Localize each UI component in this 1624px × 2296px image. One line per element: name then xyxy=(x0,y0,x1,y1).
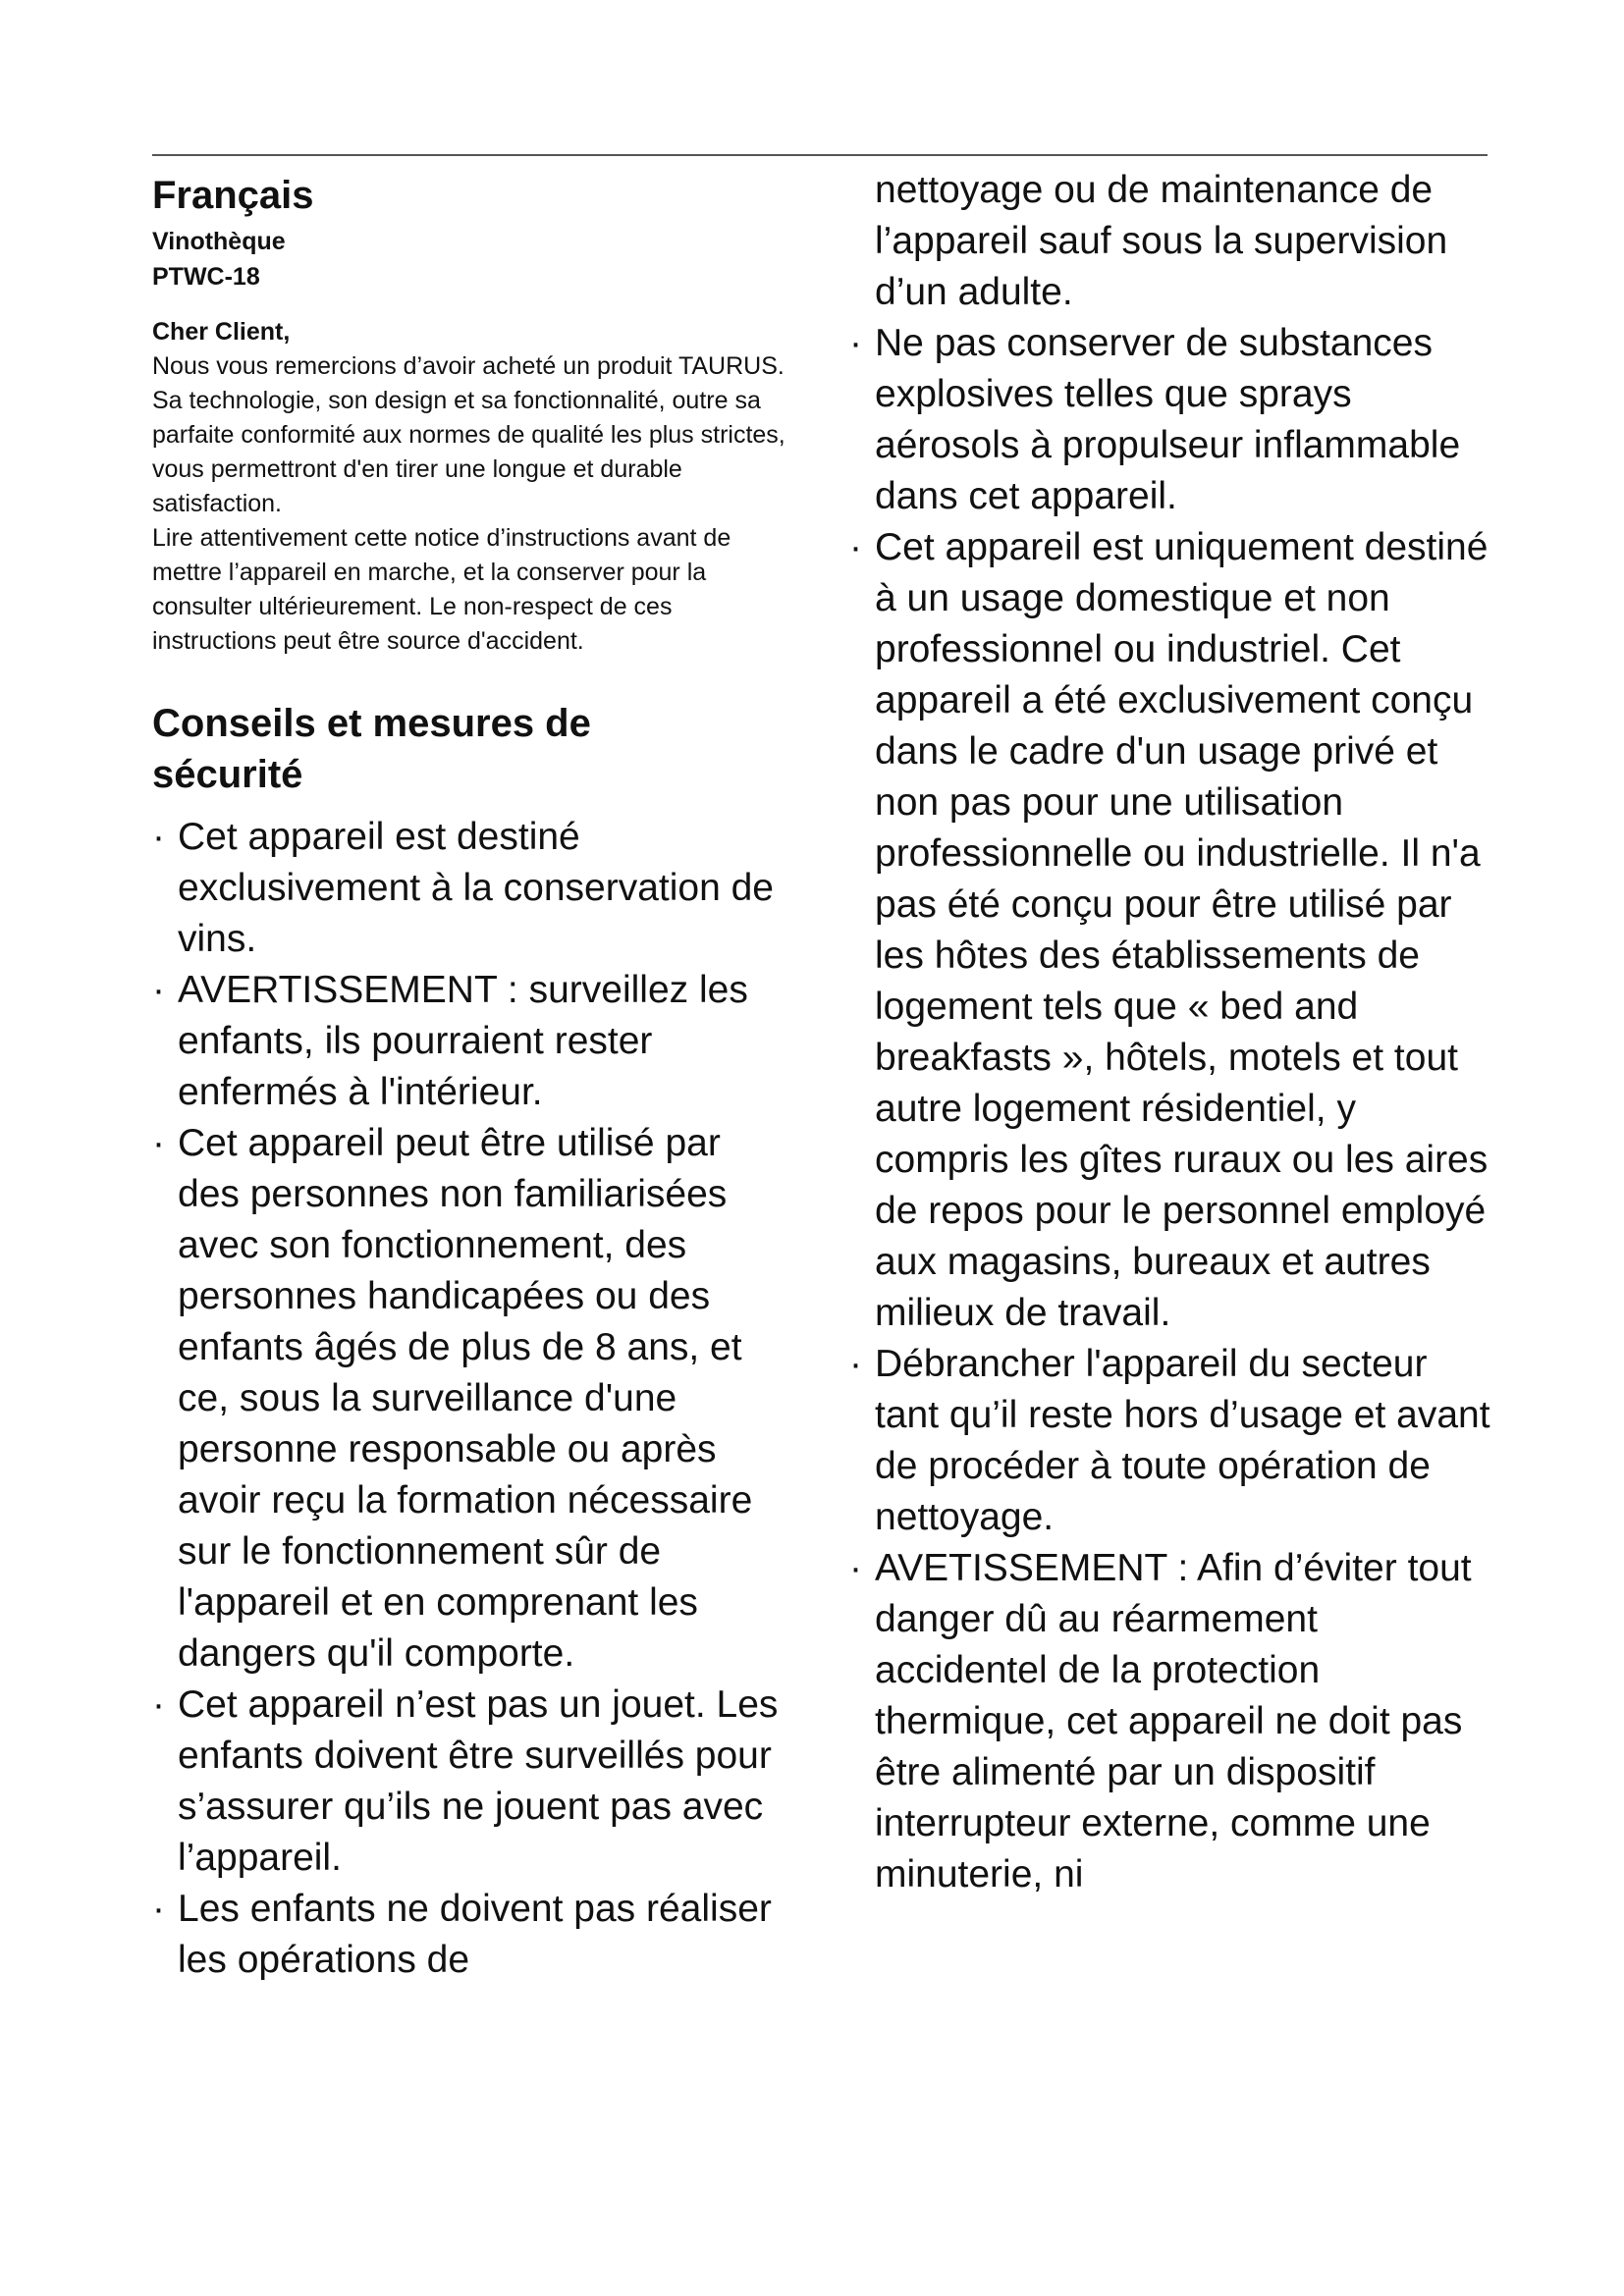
safety-item: · Cet appareil est uniquement destiné à un usage domestique et non professionnel ou industriel. Cet appareil a été exclusivement conçu dans le cadre d'un usage privé et non pas pour une utilisation professionnelle ou industrielle. Il n'a pas été conçu pour être utilisé par les hôtes des établissements de logement tels que « bed and breakfasts », hôtels, motels et tout autre logement résidentiel, y compris les gîtes ruraux ou les aires de repos pour le personnel employé aux magasins, bureaux et autres milieux de travail. xyxy=(849,522,1492,1339)
section-title: Conseils et mesures de sécurité xyxy=(152,702,591,796)
safety-item: · Ne pas conserver de substances explosives telles que sprays aérosols à propulseur inflammable dans cet appareil. xyxy=(849,318,1492,522)
header-rule xyxy=(152,154,1488,156)
safety-list-left xyxy=(152,812,790,1986)
model-number: PTWC-18 xyxy=(152,263,260,291)
safety-item: · AVETISSEMENT : Afin d’éviter tout danger dû au réarmement accidentel de la protection thermique, cet appareil ne doit pas être alimenté par un dispositif interrupteur externe, comme une minuterie, ni xyxy=(849,1543,1492,1900)
safety-list-right xyxy=(849,318,1492,1900)
safety-item: · Les enfants ne doivent pas réaliser les opérations de xyxy=(152,1884,790,1986)
intro-paragraph: Lire attentivement cette notice d’instructions avant de mettre l’appareil en marche, et la conserver pour la consulter ultérieurement. Le non-respect de ces instructions peut être source d'accident. xyxy=(152,524,731,655)
safety-item: · Débrancher l'appareil du secteur tant qu’il reste hors d’usage et avant de procéder à toute opération de nettoyage. xyxy=(849,1339,1492,1543)
right-column xyxy=(849,165,1492,1900)
safety-item-continuation: nettoyage ou de maintenance de l’appareil sauf sous la supervision d’un adulte. xyxy=(875,169,1448,313)
intro-paragraph: Nous vous remercions d’avoir acheté un produit TAURUS. xyxy=(152,352,785,380)
safety-item: · Cet appareil est destiné exclusivement à la conservation de vins. xyxy=(152,812,790,965)
safety-item: · AVERTISSEMENT : surveillez les enfants, ils pourraient rester enfermés à l'intérieur. xyxy=(152,965,790,1118)
left-column xyxy=(152,165,790,1986)
safety-item: · Cet appareil peut être utilisé par des personnes non familiarisées avec son fonctionnement, des personnes handicapées ou des enfants âgés de plus de 8 ans, et ce, sous la surveillance d'une personne responsable ou après avoir reçu la formation nécessaire sur le fonctionnement sûr de l'appareil et en comprenant les dangers qu'il comporte. xyxy=(152,1118,790,1680)
intro-paragraph: Sa technologie, son design et sa fonctionnalité, outre sa parfaite conformité aux normes de qualité les plus strictes, vous permettront d'en tirer une longue et durable satisfaction. xyxy=(152,387,785,517)
language-title: Français xyxy=(152,174,314,217)
product-type: Vinothèque xyxy=(152,228,286,255)
safety-item: · Cet appareil n’est pas un jouet. Les enfants doivent être surveillés pour s’assurer qu’ils ne jouent pas avec l’appareil. xyxy=(152,1680,790,1884)
greeting: Cher Client, xyxy=(152,318,291,346)
